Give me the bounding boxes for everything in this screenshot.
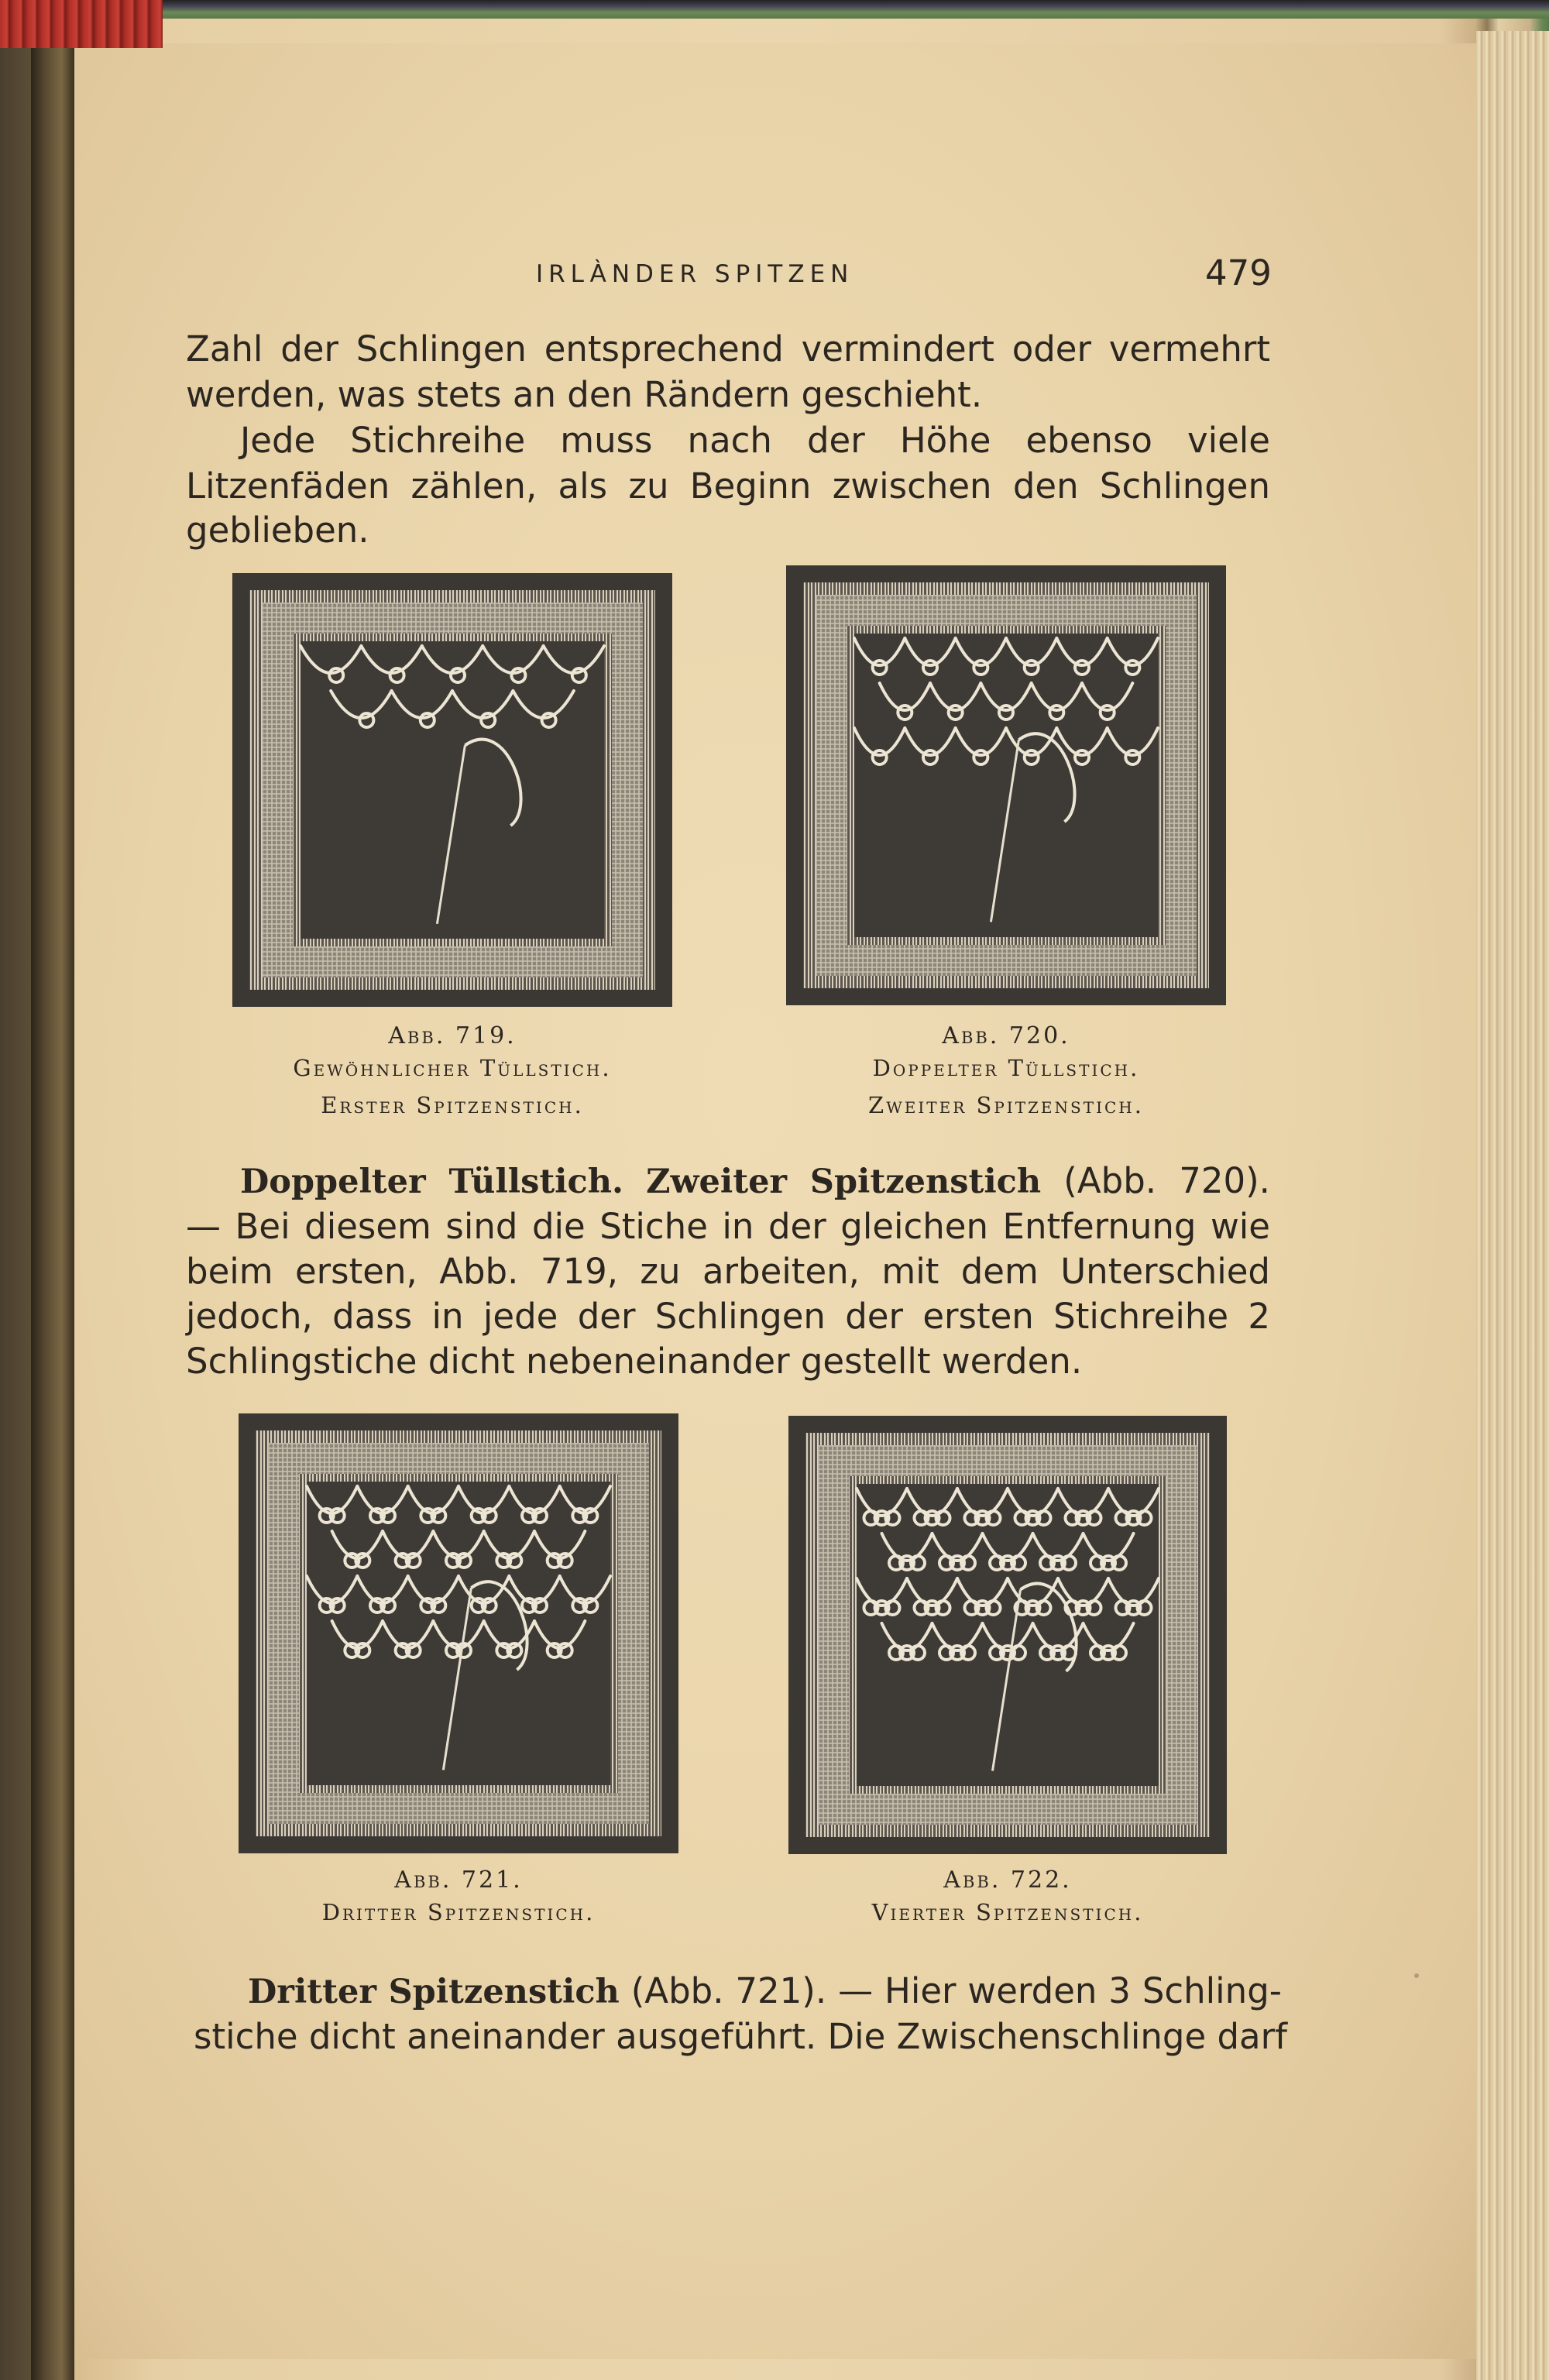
section-heading: Zweiter Spitzenstich: [646, 1163, 1042, 1201]
running-head: IRLÀNDER SPITZEN: [536, 260, 854, 288]
body-line: stiche dicht aneinander ausgeführt. Die Zwischenschlinge darf: [194, 2016, 1287, 2057]
body-line: jedoch, dass in jede der Schlingen der ersten Stichreihe 2: [186, 1296, 1270, 1337]
page-edges: [1476, 31, 1549, 2380]
book-cover-edge: [0, 0, 1549, 19]
caption-line: Erster Spitzenstich.: [321, 1092, 584, 1118]
caption-line: Dritter Spitzenstich.: [321, 1899, 596, 1925]
caption-abb: Abb. 722.: [943, 1867, 1072, 1894]
caption-line: Doppelter Tüllstich.: [872, 1055, 1140, 1081]
book-spine: [31, 31, 74, 2380]
figure-abb-722: [788, 1416, 1227, 1854]
body-text: (Abb. 721). — Hier werden 3 Schling-: [630, 1970, 1282, 2011]
caption-line: Vierter Spitzenstich.: [871, 1899, 1144, 1925]
body-line: Schlingstiche dicht nebeneinander gestellt werden.: [186, 1341, 1083, 1382]
body-line: Jede Stichreihe muss nach der Höhe ebenso viele: [240, 420, 1270, 461]
figure-abb-719: [232, 573, 672, 1007]
section-heading: Dritter Spitzenstich: [248, 1973, 620, 2011]
figure-caption-720: [786, 1022, 1226, 1124]
caption-abb: Abb. 721.: [394, 1867, 523, 1894]
figure-caption-721: [239, 1867, 678, 1931]
body-line: [240, 1159, 1270, 1204]
caption-line: Gewöhnlicher Tüllstich.: [293, 1055, 612, 1081]
figure-caption-719: [232, 1022, 672, 1124]
page-number: 479: [1205, 252, 1272, 294]
body-line: Litzenfäden zählen, als zu Beginn zwischen den Schlingen: [186, 465, 1270, 507]
figure-caption-722: [788, 1867, 1227, 1931]
figure-image: [786, 565, 1226, 1005]
caption-abb: Abb. 720.: [942, 1022, 1070, 1049]
body-line: Zahl der Schlingen entsprechend vermindert oder vermehrt: [186, 328, 1270, 369]
figure-abb-721: [239, 1413, 678, 1853]
figure-abb-720: [786, 565, 1226, 1005]
bookmark-ribbon: [0, 0, 163, 48]
body-line: geblieben.: [186, 510, 369, 551]
figure-image: [788, 1416, 1227, 1854]
body-line: — Bei diesem sind die Stiche in der gleichen Entfernung wie: [186, 1206, 1270, 1247]
body-line: werden, was stets an den Rändern geschieht.: [186, 374, 983, 415]
stray-ink-mark: [1414, 1973, 1419, 1978]
figure-image: [239, 1413, 678, 1853]
section-heading: Doppelter Tüllstich.: [240, 1163, 623, 1201]
body-line: beim ersten, Abb. 719, zu arbeiten, mit dem Unterschied: [186, 1251, 1270, 1292]
figure-image: [232, 573, 672, 1007]
caption-abb: Abb. 719.: [388, 1022, 517, 1049]
caption-line: Zweiter Spitzenstich.: [868, 1092, 1144, 1118]
body-line: [248, 1969, 1282, 2014]
body-text: (Abb. 720).: [1063, 1160, 1270, 1201]
